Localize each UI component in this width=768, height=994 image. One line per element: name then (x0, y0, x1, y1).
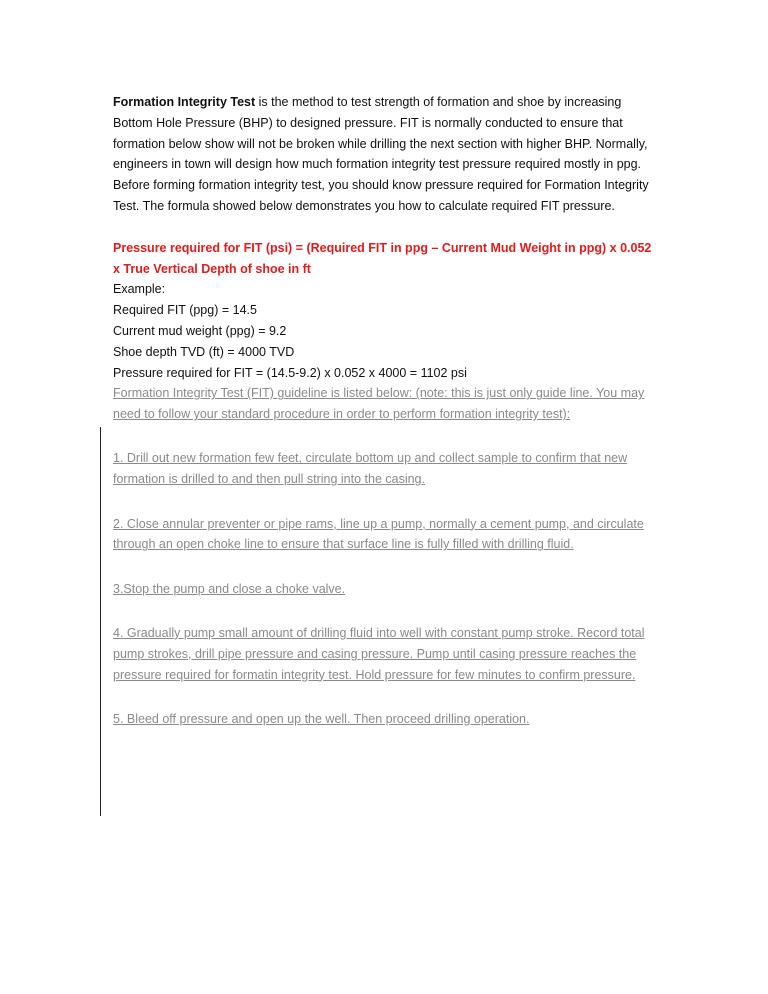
guideline-intro: Formation Integrity Test (FIT) guideline is listed below: (note: this is just only guide line. You may need to follow your standard procedure in order to perform formation integrity test): (113, 386, 645, 422)
revision-change-bar (100, 427, 101, 816)
intro-text: is the method to test strength of formation and shoe by increasing Bottom Hole Pressure (BHP) to designed pressure. FIT is normally conducted to ensure that formation below show will not be broken while drilling the next section with higher BHP. Normally, engineers in town will design how much formation integrity test pressure required mostly in ppg. (113, 95, 648, 172)
document-body (113, 92, 661, 730)
guideline-step-4: 4. Gradually pump small amount of drilling fluid into well with constant pump stroke. Record total pump strokes, drill pipe pressure and casing pressure. Pump until casing pressure reaches the pressure required for formatin integrity test. Hold pressure for few minutes to confirm pressure. (113, 625, 645, 682)
intro-paragraph-2: Before forming formation integrity test, you should know pressure required for Formation Integrity Test. The formula showed below demonstrates you how to calculate required FIT pressure. (113, 178, 649, 213)
guideline-step-1: 1. Drill out new formation few feet, circulate bottom up and collect sample to confirm that new formation is drilled to and then pull string into the casing. (113, 451, 628, 487)
example-line: Shoe depth TVD (ft) = 4000 TVD (113, 344, 295, 359)
intro-term: Formation Integrity Test (113, 95, 256, 109)
example-line: Pressure required for FIT = (14.5-9.2) x 0.052 x 4000 = 1102 psi (113, 365, 467, 380)
guideline-step-5: 5. Bleed off pressure and open up the well. Then proceed drilling operation. (113, 711, 530, 726)
guideline-step-2: 2. Close annular preventer or pipe rams, line up a pump, normally a cement pump, and circulate through an open choke line to ensure that surface line is fully filled with drilling fluid. (113, 516, 644, 552)
example-heading: Example: (113, 282, 166, 297)
guideline-step-3: 3.Stop the pump and close a choke valve. (113, 581, 346, 596)
intro-paragraph (113, 92, 661, 175)
example-line: Current mud weight (ppg) = 9.2 (113, 323, 287, 338)
example-line: Required FIT (ppg) = 14.5 (113, 303, 257, 318)
fit-formula: Pressure required for FIT (psi) = (Required FIT in ppg – Current Mud Weight in ppg) x 0.052 x True Vertical Depth of shoe in ft (113, 240, 652, 276)
